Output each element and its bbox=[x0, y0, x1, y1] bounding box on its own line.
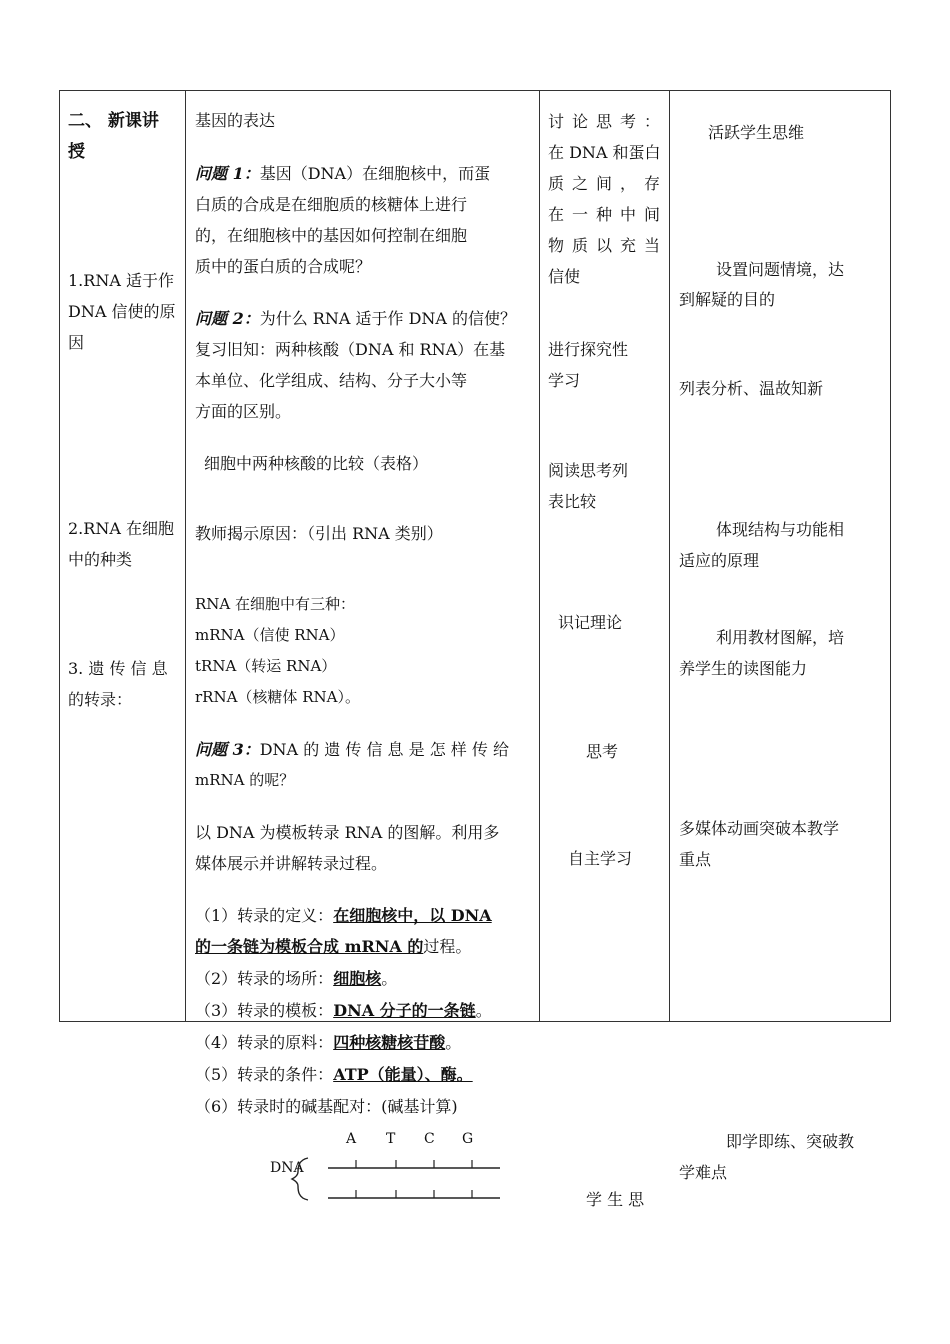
base-pairing: （6）转录时的碱基配对：(碱基计算) bbox=[195, 1097, 458, 1116]
activity-discuss: 讨 论 思 考 ： bbox=[548, 112, 660, 131]
intent-multimedia-cont: 重点 bbox=[679, 850, 712, 869]
activity-read: 阅读思考列 bbox=[548, 461, 629, 480]
question-1-label: 问题 1： bbox=[195, 164, 260, 183]
question-2-label: 问题 2： bbox=[195, 309, 260, 328]
item-label: （5）转录的条件： bbox=[195, 1065, 334, 1084]
table-caption: 细胞中两种核酸的比较（表格） bbox=[204, 454, 429, 473]
activity-explore: 进行探究性 bbox=[548, 340, 629, 359]
question-3-line: mRNA 的呢？ bbox=[195, 771, 295, 789]
activity-explore-cont: 学习 bbox=[548, 371, 581, 390]
dna-strands-diagram bbox=[290, 1150, 510, 1210]
question-3-label: 问题 3： bbox=[195, 740, 260, 759]
intent-problem-situation-cont: 到解疑的目的 bbox=[679, 290, 776, 309]
question-1-line bbox=[195, 158, 490, 189]
activity-student-think: 学 生 思 bbox=[586, 1190, 645, 1209]
intent-practice-cont: 学难点 bbox=[679, 1163, 728, 1182]
transcription-template bbox=[195, 995, 492, 1026]
activity-discuss-cont: 质 之 间 ， 存 bbox=[548, 174, 660, 193]
column-divider bbox=[539, 91, 540, 1021]
item-label: （1）转录的定义： bbox=[195, 906, 334, 925]
dna-label: DNA bbox=[270, 1160, 304, 1176]
base-label: C bbox=[424, 1131, 435, 1147]
rna-type-rrna: rRNA（核糖体 RNA）。 bbox=[195, 688, 360, 706]
question-3-line bbox=[195, 734, 509, 765]
section-title: 二、 新课讲 bbox=[68, 111, 159, 131]
item-label: （4）转录的原料： bbox=[195, 1033, 334, 1052]
review-line: 本单位、化学组成、结构、分子大小等 bbox=[195, 371, 468, 390]
item-label: （2）转录的场所： bbox=[195, 969, 334, 988]
section-title-cont: 授 bbox=[68, 142, 85, 162]
base-label: G bbox=[462, 1131, 474, 1147]
question-1-line: 白质的合成是在细胞质的核糖体上进行 bbox=[195, 195, 468, 214]
diagram-intro: 以 DNA 为模板转录 RNA 的图解。利用多 bbox=[195, 823, 500, 842]
item-suffix: 过程。 bbox=[423, 937, 472, 956]
transcription-site bbox=[195, 963, 397, 994]
intent-practice: 即学即练、突破教 bbox=[726, 1132, 855, 1151]
intent-multimedia: 多媒体动画突破本教学 bbox=[679, 819, 840, 838]
activity-self-study: 自主学习 bbox=[568, 849, 633, 868]
lesson-plan-table bbox=[59, 90, 891, 1022]
section-2-heading-cont: 中的种类 bbox=[68, 550, 133, 569]
definition-answer: 的一条链为模板合成 mRNA 的 bbox=[195, 937, 424, 956]
intent-diagram-reading-cont: 养学生的读图能力 bbox=[679, 659, 808, 678]
section-1-heading-cont: DNA 信使的原 bbox=[68, 302, 176, 321]
teacher-reveal: 教师揭示原因：（引出 RNA 类别） bbox=[195, 524, 443, 543]
intent-structure-function: 体现结构与功能相 bbox=[716, 520, 845, 539]
question-1-line: 的，在细胞核中的基因如何控制在细胞 bbox=[195, 226, 468, 245]
column-divider bbox=[185, 91, 186, 1021]
question-1-line: 质中的蛋白质的合成呢？ bbox=[195, 257, 372, 276]
intent-structure-function-cont: 适应的原理 bbox=[679, 551, 760, 570]
template-answer: DNA 分子的一条链 bbox=[333, 1001, 476, 1020]
base-label: T bbox=[386, 1131, 396, 1147]
material-answer: 四种核糖核苷酸 bbox=[333, 1033, 446, 1052]
section-1-heading-cont: 因 bbox=[68, 333, 85, 352]
intent-activate: 活跃学生思维 bbox=[708, 123, 805, 142]
item-suffix: 。 bbox=[475, 1001, 492, 1020]
intent-problem-situation: 设置问题情境，达 bbox=[716, 260, 845, 279]
site-answer: 细胞核 bbox=[333, 969, 382, 988]
transcription-material bbox=[195, 1027, 461, 1058]
activity-discuss-cont: 在 DNA 和蛋白 bbox=[548, 143, 661, 162]
intent-diagram-reading: 利用教材图解，培 bbox=[716, 628, 845, 647]
activity-think: 思考 bbox=[586, 742, 619, 761]
section-3-heading: 3. 遗 传 信 息 bbox=[68, 659, 168, 678]
section-1-heading: 1.RNA 适于作 bbox=[68, 271, 174, 290]
rna-type-mrna: mRNA（信使 RNA） bbox=[195, 626, 345, 644]
diagram-intro: 媒体展示并讲解转录过程。 bbox=[195, 854, 388, 873]
transcription-definition bbox=[195, 900, 492, 931]
section-2-heading: 2.RNA 在细胞 bbox=[68, 519, 174, 538]
item-suffix: 。 bbox=[381, 969, 398, 988]
activity-discuss-cont: 信使 bbox=[548, 267, 581, 286]
content-heading: 基因的表达 bbox=[195, 111, 276, 130]
review-line: 复习旧知：两种核酸（DNA 和 RNA）在基 bbox=[195, 340, 506, 359]
section-3-heading-cont: 的转录： bbox=[68, 690, 133, 709]
activity-discuss-cont: 在 一 种 中 间 bbox=[548, 205, 660, 224]
item-label: （3）转录的模板： bbox=[195, 1001, 334, 1020]
conditions-answer: ATP（能量）、酶。 bbox=[333, 1065, 473, 1084]
rna-kinds: RNA 在细胞中有三种： bbox=[195, 595, 356, 613]
transcription-conditions bbox=[195, 1059, 473, 1090]
transcription-definition bbox=[195, 931, 471, 962]
intent-table-analysis: 列表分析、温故知新 bbox=[679, 379, 824, 398]
question-2-line bbox=[195, 303, 516, 334]
column-divider bbox=[669, 91, 670, 1021]
activity-read-cont: 表比较 bbox=[548, 492, 597, 511]
definition-answer: 在细胞核中，以 DNA bbox=[333, 906, 492, 925]
base-label: A bbox=[346, 1131, 357, 1147]
activity-discuss-cont: 物 质 以 充 当 bbox=[548, 236, 660, 255]
question-3-text: DNA 的 遗 传 信 息 是 怎 样 传 给 bbox=[259, 740, 509, 759]
item-suffix: 。 bbox=[445, 1033, 462, 1052]
question-1-text: 基因（DNA）在细胞核中，而蛋 bbox=[259, 164, 491, 183]
rna-type-trna: tRNA（转运 RNA） bbox=[195, 657, 337, 675]
question-2-text: 为什么 RNA 适于作 DNA 的信使？ bbox=[259, 309, 517, 328]
activity-memorize: 识记理论 bbox=[558, 613, 623, 632]
review-line: 方面的区别。 bbox=[195, 402, 292, 421]
